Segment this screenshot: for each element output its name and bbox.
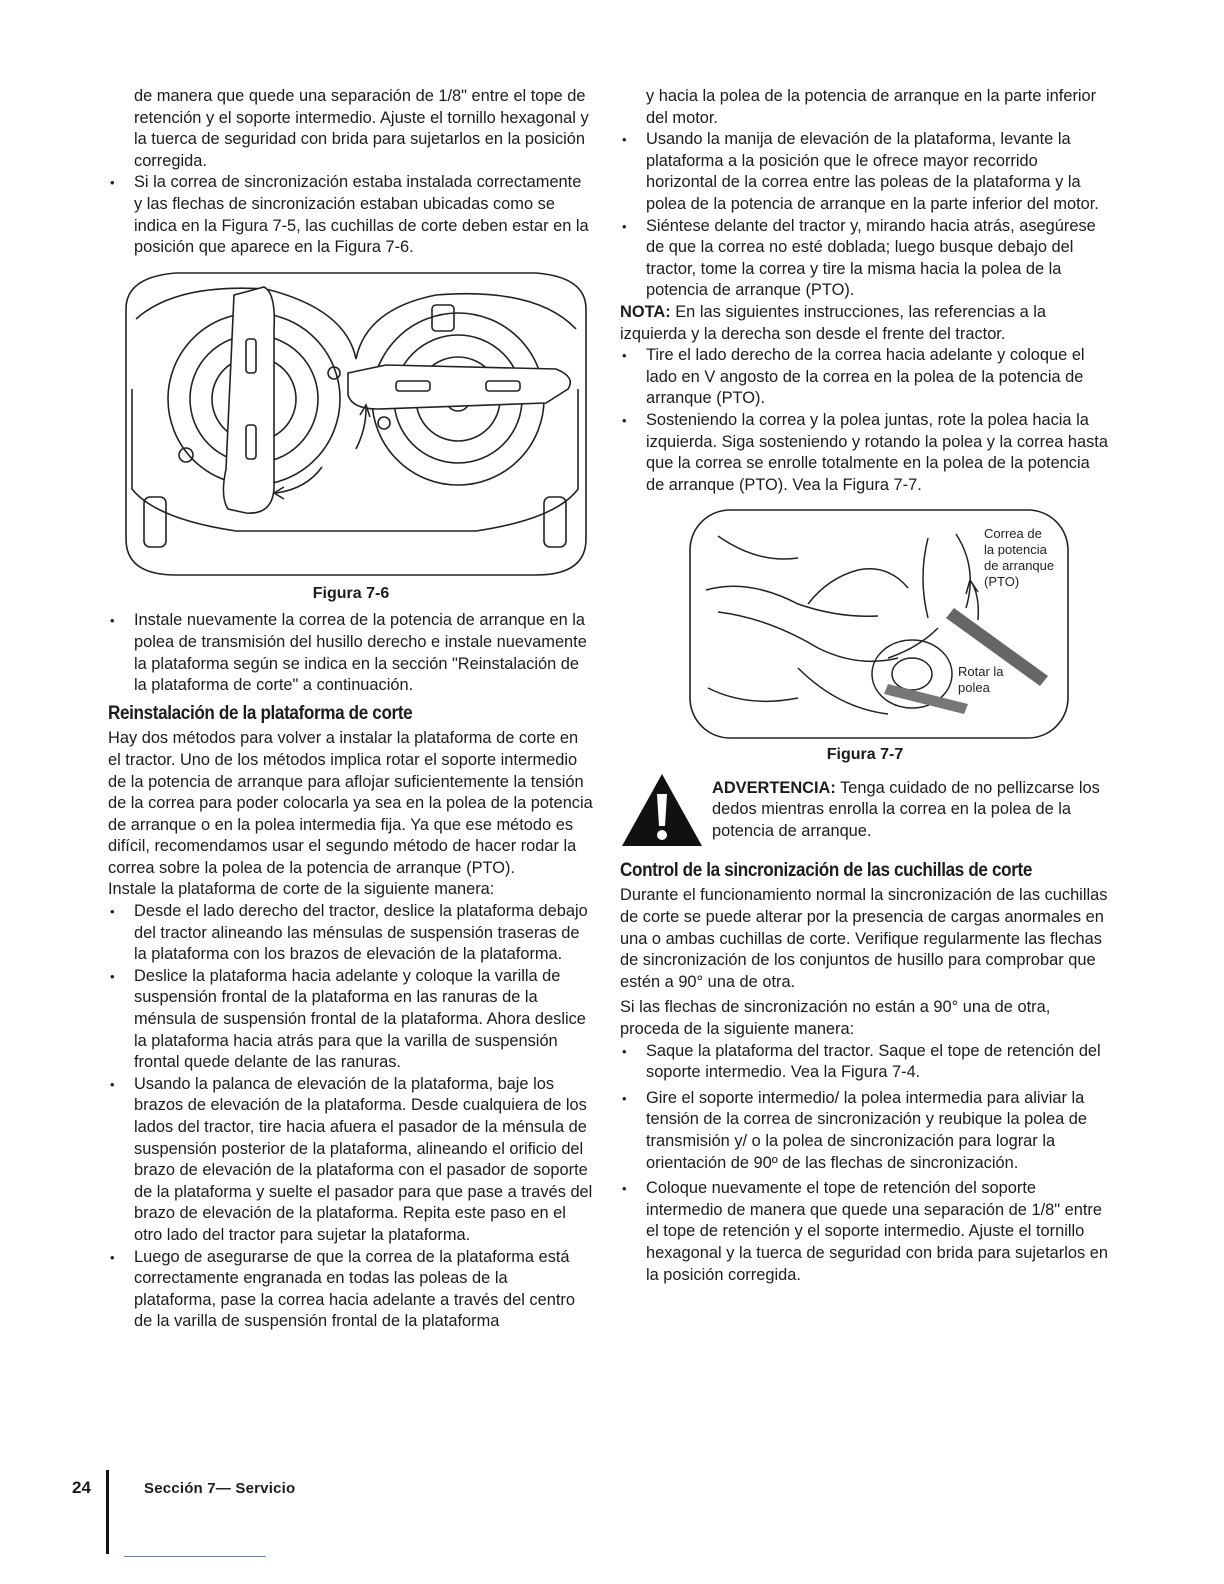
list-item: • Desde el lado derecho del tractor, deslice la plataforma debajo del tractor alineando las ménsulas de suspensión traseras de la plataforma con los brazos de elevación de la plataforma. — [108, 901, 594, 966]
timing-bullet-list — [108, 172, 594, 258]
list-item: • Coloque nuevamente el tope de retención del soporte intermedio de manera que quede una separación de 1/8" entre el tope de retención y el soporte intermedio. Ajuste el tornillo hexagonal y la tuerca de seguridad con brida para sujetarlos en la posición corregida. — [620, 1178, 1110, 1286]
footer-divider — [106, 1470, 109, 1554]
steps-list-a — [620, 129, 1110, 302]
warning-triangle-icon — [620, 772, 704, 848]
rotate-label-line-1: Rotar la — [958, 664, 1004, 680]
paragraph: Si las flechas de sincronización no están a 90° una de otra, proceda de la siguiente manera: — [620, 998, 1051, 1039]
list-item: • Gire el soporte intermedio/ la polea intermedia para aliviar la tensión de la correa de sincronización y reubique la polea de transmisión y/ o la polea de sincronización para lograr la orientación de 90º de las flechas de sincronización. — [620, 1088, 1110, 1174]
list-item: • Usando la manija de elevación de la plataforma, levante la plataforma a la posición que le ofrece mayor recorrido horizontal de la correa entre las poleas de la plataforma y la polea de la potencia de arranque en la parte inferior del motor. — [620, 129, 1110, 215]
right-column — [620, 86, 1110, 1286]
warning-label: ADVERTENCIA: — [712, 778, 836, 797]
list-item: • Luego de asegurarse de que la correa de la plataforma está correctamente engranada en todas las poleas de la plataforma, pase la correa hacia adelante a través del centro de la varilla de suspensión frontal de la plataforma — [108, 1247, 594, 1333]
warning-box — [620, 778, 1110, 846]
paragraph: Hay dos métodos para volver a instalar la plataforma de corte en el tractor. Uno de los métodos implica rotar el soporte intermedio de la potencia de arranque para aflojar suficientemente la tensión de la correa para poder colocarla ya sea en la polea de la potencia de arranque o en la polea intermedia fija. Ya que ese método es difícil, recomendamos usar el segundo método de hacer rodar la correa sobre la polea de la potencia de arranque (PTO). — [108, 729, 593, 877]
bottom-rule — [124, 1556, 266, 1557]
reinstall-bullet-list — [108, 610, 594, 696]
footer-section-title: Sección 7— Servicio — [144, 1480, 296, 1497]
list-item: • Instale nuevamente la correa de la potencia de arranque en la polea de transmisión del husillo derecho e instale nuevamente la plataforma según se indica en la sección "Reinstalación de la plataforma de corte" a continuación. — [108, 610, 594, 696]
section-heading-reinstallation: Reinstalación de la plataforma de corte — [108, 702, 413, 724]
steps-list-b — [620, 345, 1110, 496]
list-item: • Deslice la plataforma hacia adelante y coloque la varilla de suspensión frontal de la plataforma en las ranuras de la ménsula de suspensión frontal de la plataforma. Ahora deslice la plataforma hacia atrás para que la varilla de suspensión frontal quede delante de las ranuras. — [108, 966, 594, 1074]
paragraph: Durante el funcionamiento normal la sincronización de las cuchillas de corte se puede alterar por la presencia de cargas anormales en una o ambas cuchillas de corte. Verifique regularmente las flechas de sincronización de los conjuntos de husillo para comprobar que estén a 90° una de otra. — [620, 886, 1108, 991]
figure-7-7-caption: Figura 7-7 — [826, 746, 904, 764]
figure-7-6-caption: Figura 7-6 — [312, 584, 390, 602]
list-item: • Saque la plataforma del tractor. Saque el tope de retención del soporte intermedio. Vea la Figura 7-4. — [620, 1041, 1110, 1084]
belt-label-line-3: de arranque — [984, 558, 1055, 574]
figure-7-6-deck-blades — [116, 269, 594, 579]
belt-label-line-4: (PTO) — [984, 574, 1020, 590]
paragraph: Instale la plataforma de corte de la siguiente manera: — [108, 880, 495, 899]
intro-paragraph: de manera que quede una separación de 1/8" entre el tope de retención y el soporte intermedio. Ajuste el tornillo hexagonal y la tuerca de seguridad con brida para sujetarlos en la posición corregida. — [134, 87, 589, 170]
list-item: • Si la correa de sincronización estaba instalada correctamente y las flechas de sincronización estaban ubicadas como se indica en la Figura 7-5, las cuchillas de corte deben estar en la posición que aparece en la Figura 7-6. — [108, 172, 594, 258]
list-item: • Tire el lado derecho de la correa hacia adelante y coloque el lado en V angosto de la correa en la polea de la potencia de arranque (PTO). — [620, 345, 1110, 410]
steps-list-c — [620, 1041, 1110, 1287]
list-item: • Siéntese delante del tractor y, mirando hacia atrás, asegúrese de que la correa no esté doblada; luego busque debajo del tractor, tome la correa y tire la misma hacia la polea de la potencia de arranque (PTO). — [620, 216, 1110, 302]
note-text: En las siguientes instrucciones, las referencias a la izquierda y la derecha son desde el frente del tractor. — [620, 302, 1047, 343]
section-heading-timing-control: Control de la sincronización de las cuchillas de corte — [620, 859, 1032, 881]
figure-7-7-belt-on-pulley — [688, 508, 1070, 740]
page-number: 24 — [72, 1478, 91, 1497]
left-column — [108, 86, 594, 1333]
list-item: • Usando la palanca de elevación de la plataforma, baje los brazos de elevación de la plataforma. Desde cualquiera de los lados del tractor, tire hacia afuera el pasador de la ménsula de suspensión posterior de la plataforma, alineando el orificio del brazo de elevación de la plataforma con el pasador de soporte de la plataforma y suelte el pasador para que pase a través del brazo de elevación de la plataforma. Repita este paso en el otro lado del tractor para sujetar la plataforma. — [108, 1074, 594, 1247]
warning-body: Tenga cuidado de no pellizcarse los dedos mientras enrolla la correa en la polea de la potencia de arranque. — [712, 778, 1100, 841]
rotate-label-line-2: polea — [958, 680, 990, 696]
belt-label-line-2: la potencia — [984, 542, 1047, 558]
installation-steps-list — [108, 901, 594, 1333]
note-paragraph — [620, 302, 1110, 345]
intro-paragraph: y hacia la polea de la potencia de arranque en la parte inferior del motor. — [646, 87, 1097, 127]
list-item: • Sosteniendo la correa y la polea juntas, rote la polea hacia la izquierda. Siga sosteniendo y rotando la polea y la correa hasta que la correa se enrolle totalmente en la polea de la potencia de arranque (PTO). Vea la Figura 7-7. — [620, 410, 1110, 496]
warning-text — [712, 778, 1110, 843]
note-label: NOTA: — [620, 302, 671, 321]
belt-label-line-1: Correa de — [984, 526, 1042, 542]
